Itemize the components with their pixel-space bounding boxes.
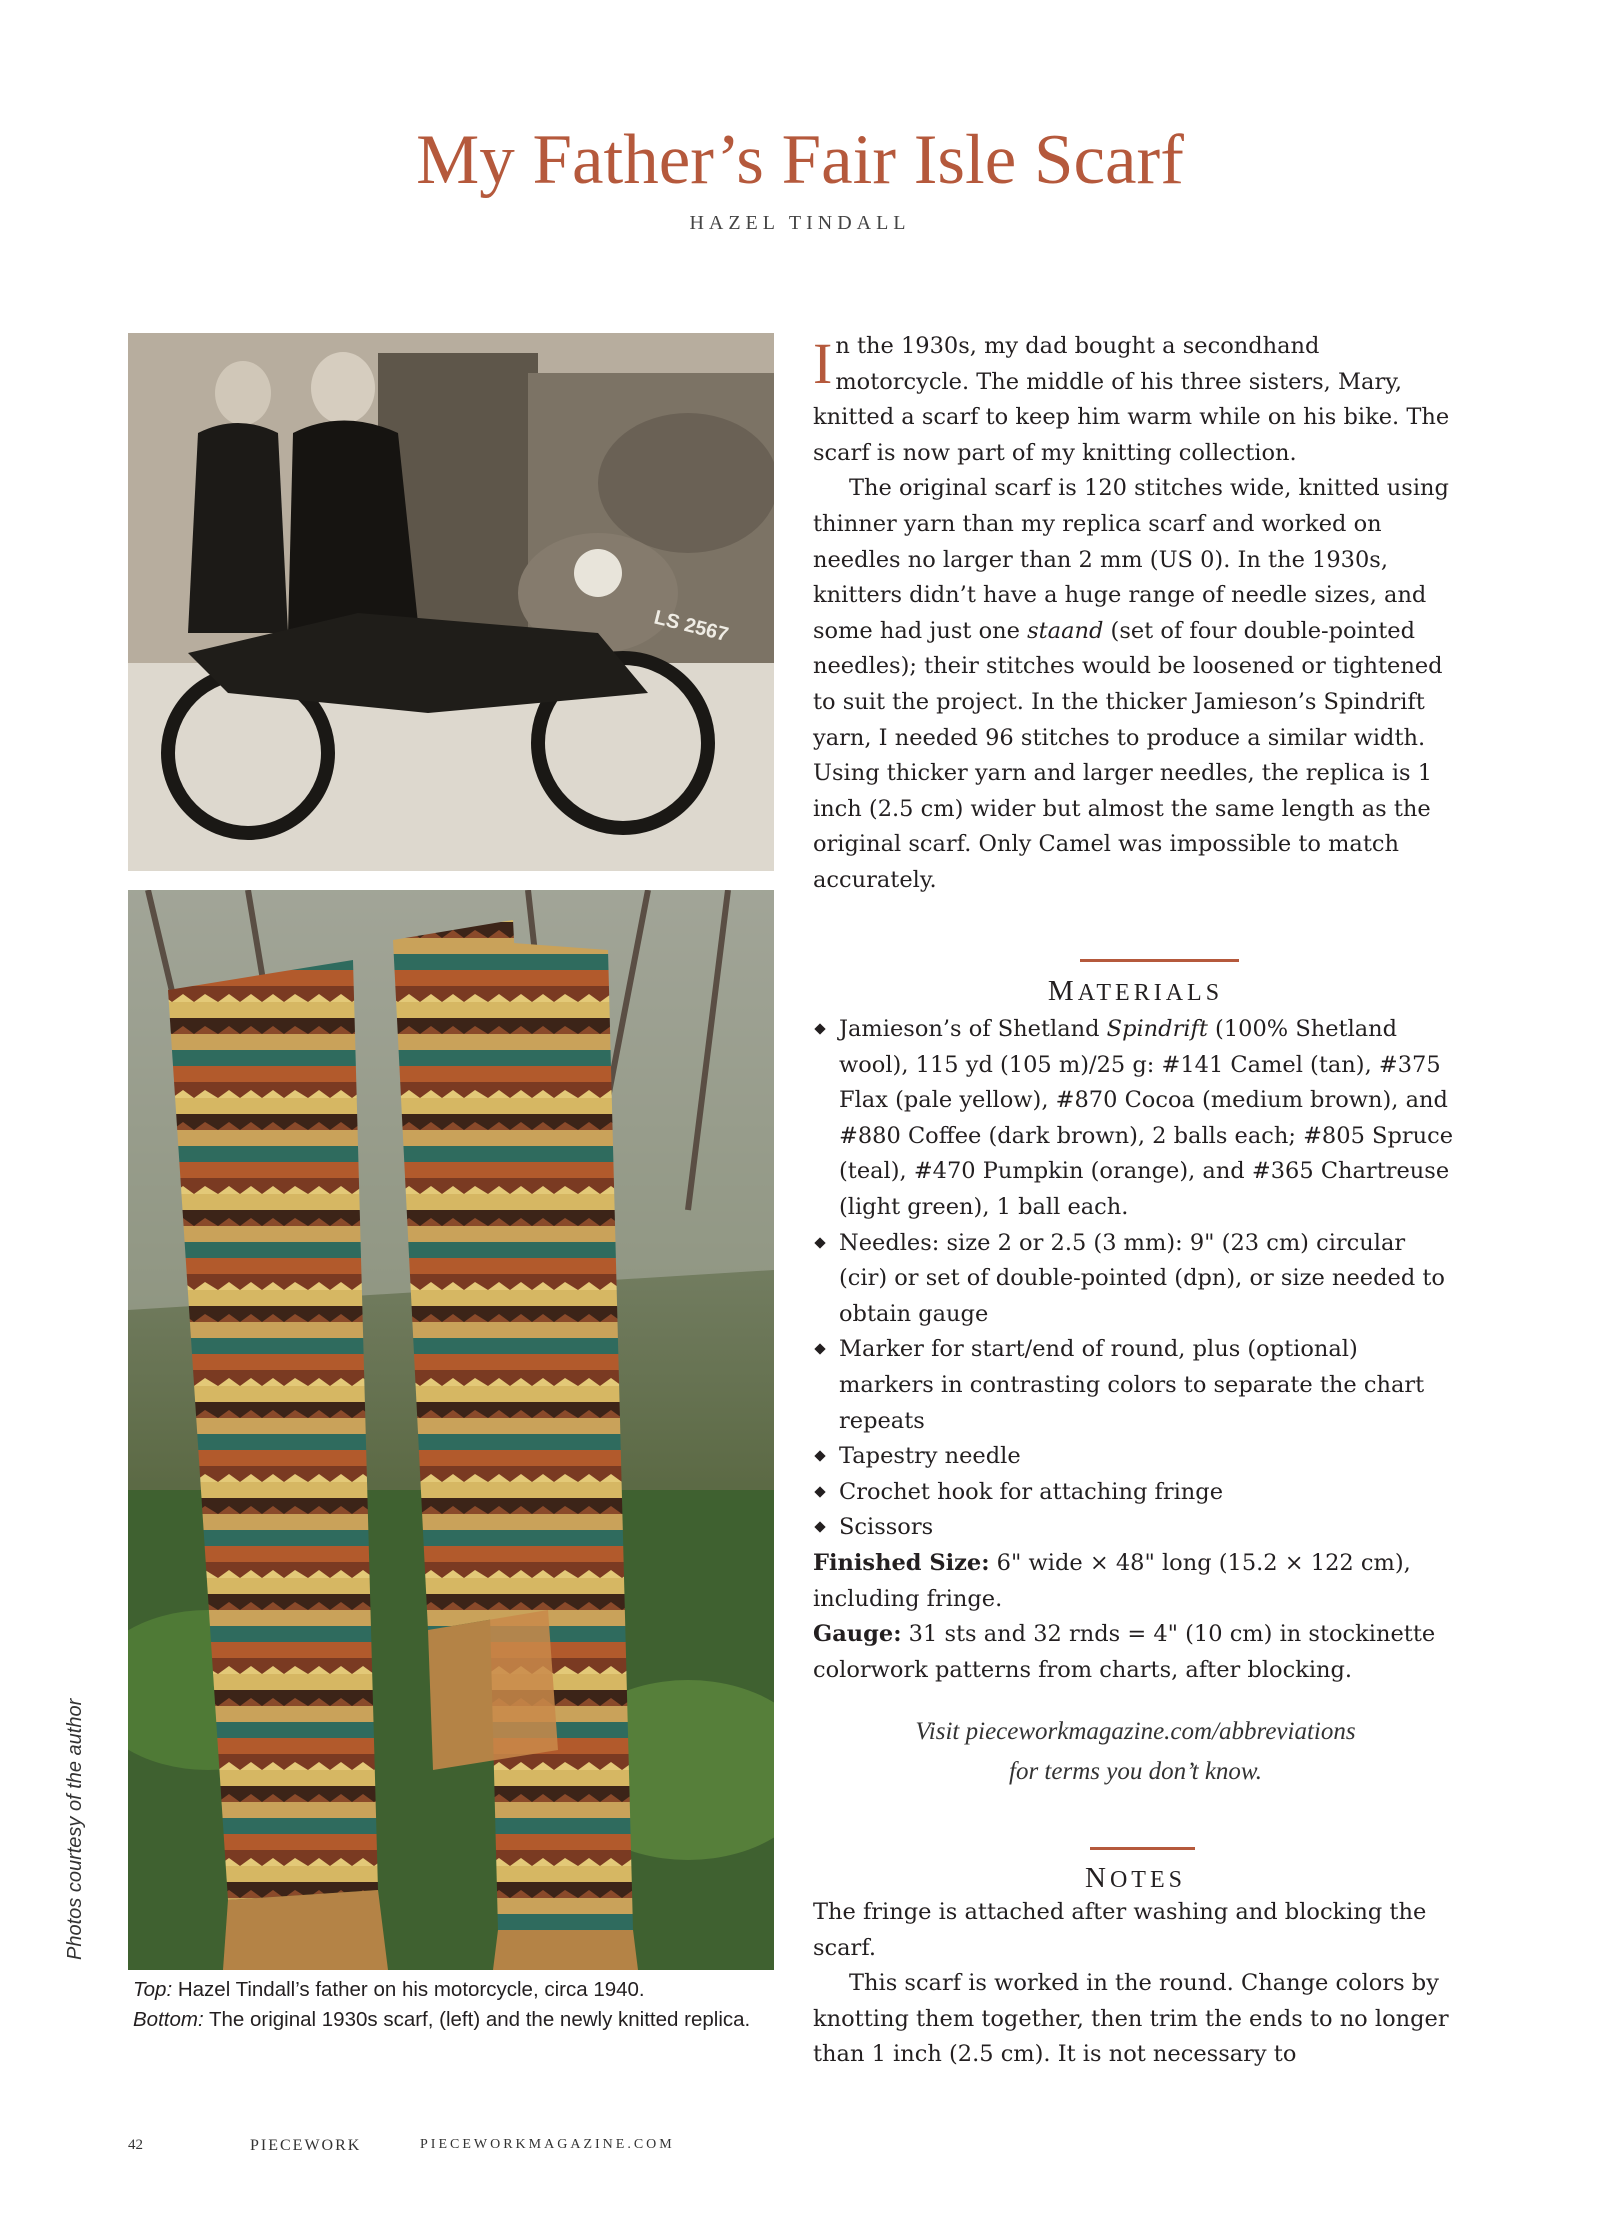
notes-heading-rest: OTES (1109, 1867, 1186, 1893)
caption-bottom-lead: Bottom: (133, 2008, 204, 2031)
gauge-label: Gauge: (813, 1621, 902, 1648)
material-yarn-b: (100% Shetland wool), 115 yd (105 m)/25 g: #141 Camel (tan), #375 Flax (pale yellow), #870 Cocoa (medium brown), and #880 Coffee (dark brown), 2 balls each; #805 Spruce (teal), #470 Pumpkin (orange), and #365 Chartreuse (light green), 1 ball each. (839, 1016, 1454, 1220)
notes-rule (1090, 1847, 1195, 1850)
material-yarn-em: Spindrift (1106, 1016, 1208, 1042)
drop-cap: I (813, 331, 833, 396)
materials-heading-initial: M (1047, 975, 1078, 1007)
abbreviations-note-line1: Visit pieceworkmagazine.com/abbreviations (915, 1718, 1356, 1745)
page-number: 42 (128, 2137, 143, 2153)
motorcycle-photo-art (128, 333, 774, 871)
intro-paragraph-1 (813, 329, 1458, 471)
intro-p2-a: The original scarf is 120 stitches wide, knitted using thinner yarn than my replica scarf and worked on needles no larger than 2 mm (US 0). In the 1930s, knitters didn’t have a huge range of needle sizes, and some had just one (813, 475, 1449, 644)
license-plate: LS 2567 (651, 606, 731, 647)
material-item-scissors: Scissors (813, 1510, 1458, 1546)
caption-top-text: Hazel Tindall’s father on his motorcycle, circa 1940. (172, 1978, 645, 2001)
abbreviations-note (813, 1712, 1458, 1792)
gauge-text: 31 sts and 32 rnds = 4" (10 cm) in stockinette colorwork patterns from charts, after blocking. (813, 1621, 1436, 1683)
material-yarn-a: Jamieson’s of Shetland (839, 1016, 1107, 1042)
material-item-needles: Needles: size 2 or 2.5 (3 mm): 9" (23 cm) circular (cir) or set of double-pointed (dpn), or size needed to obtain gauge (813, 1226, 1458, 1333)
footer-site: PIECEWORKMAGAZINE.COM (420, 2137, 675, 2152)
materials-rule (1080, 959, 1239, 962)
material-item-crochet: Crochet hook for attaching fringe (813, 1475, 1458, 1511)
motorcycle-photo (128, 333, 774, 871)
caption-top (133, 1975, 773, 2005)
gauge (813, 1617, 1458, 1688)
article-title: My Father’s Fair Isle Scarf (416, 121, 1184, 199)
abbreviations-note-line2: for terms you don’t know. (1009, 1758, 1262, 1785)
caption-bottom (133, 2005, 773, 2035)
materials-list (813, 1012, 1458, 1688)
photo-credit: Photos courtesy of the author (64, 1698, 86, 1960)
notes-heading (813, 1862, 1458, 1895)
intro-p2-b: (set of four double-pointed needles); their stitches would be loosened or tightened to suit the project. In the thicker Jamieson’s Spindrift yarn, I needed 96 stitches to produce a similar width. Using thicker yarn and larger needles, the replica is 1 inch (2.5 cm) wider but almost the same length as the original scarf. Only Camel was impossible to match accurately. (813, 617, 1443, 893)
intro-paragraph-2 (813, 471, 1458, 898)
notes-text (813, 1895, 1458, 2073)
materials-heading-rest: ATERIALS (1077, 980, 1224, 1006)
materials-heading (813, 975, 1458, 1008)
finished-size-label: Finished Size: (813, 1549, 990, 1576)
caption-top-lead: Top: (133, 1978, 173, 2001)
finished-size-text: 6" wide × 48" long (15.2 × 122 cm), including fringe. (813, 1549, 1411, 1612)
material-item-marker: Marker for start/end of round, plus (optional) markers in contrasting colors to separate the chart repeats (813, 1332, 1458, 1439)
intro-p2-em: staand (1027, 617, 1104, 644)
intro-paragraph-1-text: n the 1930s, my dad bought a secondhand motorcycle. The middle of his three sisters, Mary, knitted a scarf to keep him warm while on his bike. The scarf is now part of my knitting collection. (813, 333, 1450, 466)
notes-heading-initial: N (1085, 1862, 1110, 1894)
scarves-photo-art (128, 890, 774, 1970)
notes-paragraph-2: This scarf is worked in the round. Change colors by knotting them together, then trim the ends to no longer than 1 inch (2.5 cm). It is not necessary to (813, 1970, 1449, 2068)
caption-bottom-text: The original 1930s scarf, (left) and the newly knitted replica. (203, 2008, 751, 2031)
material-item-yarn (813, 1012, 1458, 1226)
notes-paragraph-1: The fringe is attached after washing and blocking the scarf. (813, 1899, 1427, 1961)
author-byline: HAZEL TINDALL (689, 212, 911, 234)
photo-caption (133, 1975, 773, 2035)
scarves-photo (128, 890, 774, 1970)
intro-text (813, 329, 1458, 899)
material-item-tapestry: Tapestry needle (813, 1439, 1458, 1475)
finished-size (813, 1546, 1458, 1617)
footer-magazine: PIECEWORK (250, 2137, 362, 2154)
